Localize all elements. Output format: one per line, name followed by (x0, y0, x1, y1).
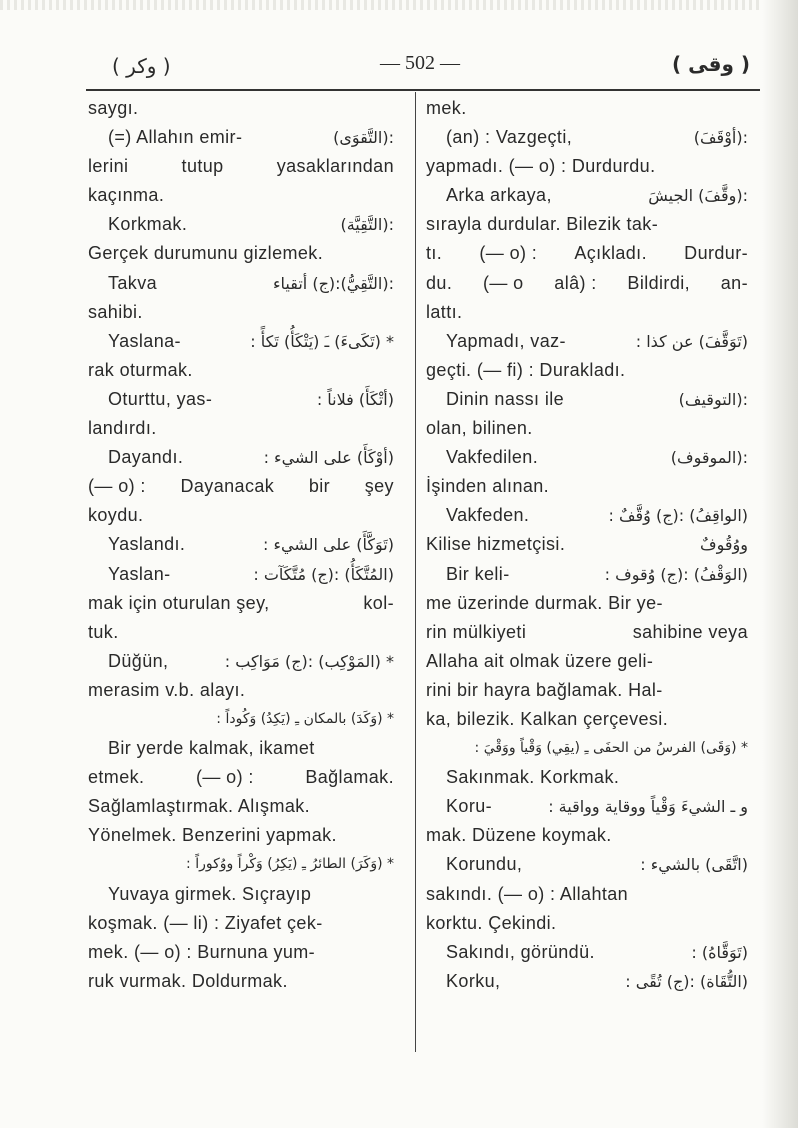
dictionary-line (88, 443, 394, 472)
dictionary-line (88, 239, 394, 268)
dictionary-line (426, 938, 748, 967)
dictionary-line (88, 821, 394, 850)
arabic-headword: (تَوَكَّأَ) على الشيء : (263, 535, 394, 555)
line-text: ka, bilezik. Kalkan çerçevesi. (426, 708, 669, 729)
dictionary-line (426, 181, 748, 210)
line-text: rak oturmak. (88, 359, 193, 380)
header-right-keyword: ( وقى ) (672, 52, 750, 76)
arabic-headword: (أوْكَأَ) على الشيء : (263, 448, 394, 468)
line-text: saygı. (88, 98, 139, 118)
line-text: tı. (426, 243, 443, 264)
line-text: Bir yerde kalmak, ikamet (108, 738, 315, 759)
dictionary-line (88, 356, 394, 385)
arabic-headword: (المُتَّكَأُ) :(ج) مُتَّكَآت : (253, 564, 394, 584)
line-text: Durdur- (684, 243, 748, 264)
line-text: sahibi. (88, 301, 143, 322)
line-text: merasim v.b. alayı. (88, 679, 246, 700)
line-text: Gerçek durumunu gizlemek. (88, 243, 324, 264)
line-text: alâ) : (554, 272, 597, 293)
dictionary-line (426, 414, 748, 443)
line-text: Bağlamak. (305, 767, 394, 788)
dictionary-line (426, 501, 748, 530)
line-text: mak için oturulan şey, (88, 592, 270, 613)
dictionary-line (426, 734, 748, 763)
line-text: tuk. (88, 621, 119, 642)
column-divider (415, 92, 416, 1052)
dictionary-line (88, 501, 394, 530)
dictionary-line (426, 589, 748, 618)
line-text: ruk vurmak. Doldurmak. (88, 970, 288, 991)
line-text: Yaslandı. (108, 534, 186, 555)
line-text: Dayandı. (108, 447, 184, 468)
line-text: Korkmak. (108, 214, 188, 235)
dictionary-line (88, 123, 394, 152)
dictionary-line (426, 269, 748, 298)
arabic-headword: :(التَّقِيُّ):(ج) أتقياء (273, 273, 394, 293)
arabic-headword: :(التوقيف) (678, 389, 748, 409)
dictionary-line (88, 850, 394, 879)
dictionary-line (426, 327, 748, 356)
dictionary-line (426, 530, 748, 559)
arabic-headword: (أتْكَأَ) فلاناً : (316, 389, 394, 409)
arabic-headword: * (وَكَدَ) بالمكان ـِ (يَكِدُ) وَكُوداً : (216, 710, 394, 727)
header-rule (86, 89, 760, 91)
line-text: bir (308, 476, 331, 497)
line-text: me üzerinde durmak. Bir ye- (426, 592, 663, 613)
dictionary-line (426, 967, 748, 996)
line-text: İşinden alınan. (426, 476, 550, 497)
line-text: rini bir hayra bağlamak. Hal- (426, 679, 663, 700)
line-text: sahibine veya (632, 621, 748, 642)
line-text: landırdı. (88, 418, 157, 439)
line-text: Yönelmek. Benzerini yapmak. (88, 825, 337, 846)
page-number: — 502 — (380, 52, 460, 74)
line-text: Bildirdi, (627, 272, 691, 293)
arabic-headword: :(أوْقَفَ) (693, 128, 748, 148)
dictionary-line (88, 385, 394, 414)
line-text: koydu. (88, 505, 144, 526)
line-text: kol- (363, 592, 394, 613)
arabic-headword: ووُقُوفٌ (700, 535, 748, 555)
line-text: sırayla durdular. Bilezik tak- (426, 214, 659, 235)
line-text: Korundu, (446, 854, 523, 875)
line-text: sakındı. (— o) : Allahtan (426, 883, 629, 904)
dictionary-line (426, 909, 748, 938)
dictionary-line (426, 676, 748, 705)
dictionary-line (88, 763, 394, 792)
dictionary-line (426, 705, 748, 734)
line-text: (— o) : (479, 243, 538, 264)
line-text: olan, bilinen. (426, 418, 533, 439)
dictionary-line (88, 530, 394, 559)
line-text: Yaslana- (108, 330, 181, 351)
dictionary-line (88, 327, 394, 356)
line-text: kaçınma. (88, 185, 165, 206)
arabic-headword: (تَوَقَّفَ) عن كذا : (635, 331, 748, 351)
line-text: Vakfedilen. (446, 447, 539, 468)
page-header (90, 50, 750, 84)
dictionary-line (426, 210, 748, 239)
dictionary-line (426, 298, 748, 327)
arabic-headword: و ـ الشيءَ وَقْياً ووقاية وواقية : (548, 797, 748, 817)
dictionary-line (426, 618, 748, 647)
dictionary-line (426, 472, 748, 501)
dictionary-line (426, 356, 748, 385)
line-text: Korku, (446, 970, 501, 991)
dictionary-line (426, 647, 748, 676)
dictionary-line (426, 123, 748, 152)
line-text: mek. (426, 98, 467, 118)
dictionary-line (88, 647, 394, 676)
line-text: yapmadı. (— o) : Durdurdu. (426, 156, 656, 177)
line-text: korktu. Çekindi. (426, 912, 557, 933)
dictionary-line (88, 414, 394, 443)
arabic-headword: (التُّقَاة) :(ج) تُقًى : (625, 971, 748, 991)
line-text: (— o) : (88, 476, 146, 497)
arabic-headword: * (تَكَىءَ) ـَ (يَتْكَأُ) تَكأً : (250, 331, 394, 351)
dictionary-line (88, 676, 394, 705)
line-text: mak. Düzene koymak. (426, 825, 612, 846)
line-text: etmek. (88, 767, 145, 788)
line-text: (an) : Vazgeçti, (446, 127, 573, 148)
line-text: mek. (— o) : Burnuna yum- (88, 941, 316, 962)
dictionary-line (426, 152, 748, 181)
arabic-headword: (الواقِفُ) :(ج) وُقَّفٌ : (608, 506, 748, 526)
dictionary-line (426, 443, 748, 472)
line-text: Bir keli- (446, 563, 510, 584)
dictionary-line (88, 181, 394, 210)
dictionary-line (88, 705, 394, 734)
line-text: Kilise hizmetçisi. (426, 534, 566, 555)
dictionary-line (88, 909, 394, 938)
line-text: geçti. (— fi) : Durakladı. (426, 359, 626, 380)
line-text: (=) Allahın emir- (108, 127, 243, 148)
line-text: yasaklarından (276, 156, 394, 177)
dictionary-line (426, 385, 748, 414)
arabic-headword: :(التَّقوَى) (333, 128, 394, 148)
arabic-headword: * (وَقَى) الفرسُ من الحفَى ـِ (يقِي) وَقْياً ووَقْيَ : (474, 740, 748, 757)
header-left-keyword: ( وكر ) (112, 54, 171, 78)
dictionary-line (88, 967, 394, 996)
arabic-headword: (تَوَقَّاهُ) : (691, 942, 748, 962)
line-text: koşmak. (— li) : Ziyafet çek- (88, 912, 323, 933)
line-text: Arka arkaya, (446, 185, 552, 206)
line-text: Yaslan- (108, 563, 171, 584)
line-text: tutup (181, 156, 224, 177)
dictionary-line (426, 821, 748, 850)
line-text: Dayanacak (180, 476, 275, 497)
dictionary-line (88, 734, 394, 763)
line-text: Oturttu, yas- (108, 388, 213, 409)
line-text: Yuvaya girmek. Sıçrayıp (108, 883, 312, 904)
line-text: rin mülkiyeti (426, 621, 527, 642)
dictionary-line (88, 589, 394, 618)
line-text: (— o) : (195, 767, 254, 788)
line-text: Sağlamlaştırmak. Alışmak. (88, 796, 311, 817)
dictionary-line (88, 152, 394, 181)
dictionary-line (426, 239, 748, 268)
arabic-headword: :(التَّقِيَّة) (340, 215, 394, 235)
dictionary-line (426, 880, 748, 909)
line-text: lerini (88, 156, 129, 177)
dictionary-line (88, 210, 394, 239)
line-text: Vakfeden. (446, 505, 530, 526)
left-column (88, 94, 394, 996)
dictionary-line (88, 618, 394, 647)
dictionary-line (88, 269, 394, 298)
scan-edge-noise (0, 0, 798, 10)
line-text: Sakındı, göründü. (446, 941, 595, 962)
line-text: (— o (482, 272, 524, 293)
dictionary-line (88, 560, 394, 589)
line-text: lattı. (426, 301, 463, 322)
line-text: Dinin nassı ile (446, 388, 565, 409)
dictionary-line (88, 94, 394, 123)
dictionary-line (88, 472, 394, 501)
page-binding-shadow (762, 0, 798, 1128)
dictionary-line (88, 298, 394, 327)
dictionary-line (426, 763, 748, 792)
line-text: Allaha ait olmak üzere geli- (426, 650, 654, 671)
arabic-headword: * (المَوْكِب) :(ج) مَوَاكِب : (224, 651, 394, 671)
line-text: Yapmadı, vaz- (446, 330, 566, 351)
dictionary-line (88, 938, 394, 967)
dictionary-line (426, 850, 748, 879)
line-text: Takva (108, 272, 158, 293)
arabic-headword: :(وقَّفَ) الجيشَ (648, 186, 748, 206)
dictionary-line (426, 94, 748, 123)
arabic-headword: (اتَّقَى) بالشيء : (640, 855, 748, 875)
arabic-headword: :(الموقوف) (670, 448, 748, 468)
arabic-headword: (الوَقْفُ) :(ج) وُقوف : (604, 564, 748, 584)
line-text: du. (426, 272, 453, 293)
dictionary-line (88, 792, 394, 821)
line-text: Sakınmak. Korkmak. (446, 767, 620, 788)
line-text: Açıkladı. (574, 243, 647, 264)
line-text: Koru- (446, 796, 493, 817)
right-column (426, 94, 748, 996)
dictionary-line (88, 880, 394, 909)
arabic-headword: * (وَكَرَ) الطائرُ ـِ (يَكِرُ) وَكْراً ووُكوراً : (186, 856, 394, 873)
line-text: an- (720, 272, 748, 293)
dictionary-line (426, 792, 748, 821)
dictionary-line (426, 560, 748, 589)
line-text: Düğün, (108, 650, 169, 671)
line-text: şey (364, 476, 394, 497)
